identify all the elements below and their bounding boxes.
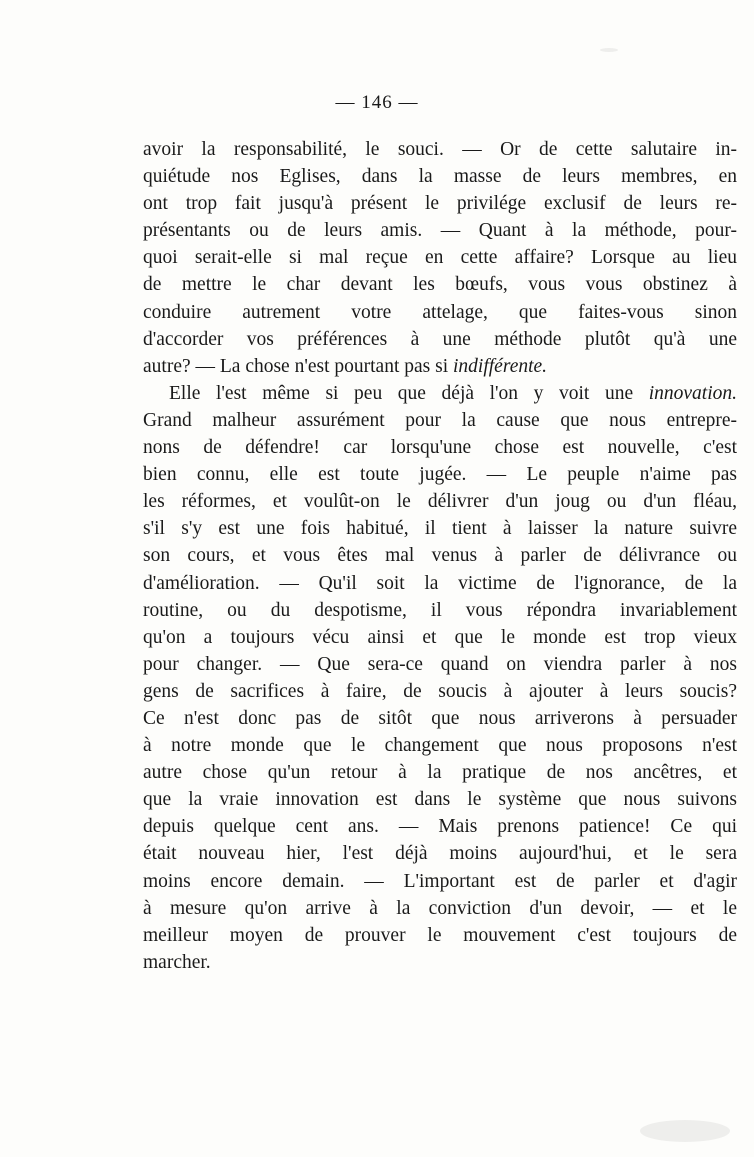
text-line [143, 190, 737, 217]
italic-text: innovation. [648, 382, 737, 404]
text-segment: gens de sacrifices à faire, de soucis à ajouter à leurs soucis? [143, 680, 737, 702]
text-line [143, 461, 737, 488]
text-line [143, 840, 737, 867]
text-segment: Elle l'est même si peu que déjà l'on y voit une [169, 382, 649, 404]
text-line [143, 136, 737, 163]
paper-blemish [600, 48, 618, 52]
text-segment: ont trop fait jusqu'à présent le privilége exclusif de leurs re- [143, 193, 737, 215]
text-line [143, 163, 737, 190]
text-segment: de mettre le char devant les bœufs, vous vous obstinez à [143, 274, 737, 296]
text-line [143, 299, 737, 326]
text-segment: conduire autrement votre attelage, que faites-vous sinon [143, 301, 737, 323]
text-line [143, 244, 737, 271]
text-line [143, 515, 737, 542]
text-segment: quiétude nos Eglises, dans la masse de leurs membres, en [143, 166, 737, 188]
text-line [143, 434, 737, 461]
text-line [143, 949, 737, 976]
text-line [143, 732, 737, 759]
text-line [143, 705, 737, 732]
text-segment: meilleur moyen de prouver le mouvement c'est toujours de [143, 924, 737, 946]
text-segment: quoi serait-elle si mal reçue en cette affaire? Lorsque au lieu [143, 247, 737, 269]
text-line [143, 786, 737, 813]
text-segment: qu'on a toujours vécu ainsi et que le monde est trop vieux [143, 626, 737, 648]
text-line [143, 380, 737, 407]
text-line [143, 922, 737, 949]
page-number: — 146 — [335, 92, 419, 113]
text-segment: autre? — La chose n'est pourtant pas si [143, 355, 454, 377]
text-segment: routine, ou du despotisme, il vous répondra invariablement [143, 599, 737, 621]
text-line [143, 759, 737, 786]
text-segment: Ce n'est donc pas de sitôt que nous arriverons à persuader [143, 707, 737, 729]
text-segment: les réformes, et voulût-on le délivrer d'un joug ou d'un fléau, [143, 491, 737, 513]
text-segment: nons de défendre! car lorsqu'une chose est nouvelle, c'est [143, 437, 737, 459]
text-line [143, 217, 737, 244]
text-segment: son cours, et vous êtes mal venus à parler de délivrance ou [143, 545, 737, 567]
text-line [143, 570, 737, 597]
text-segment: pour changer. — Que sera-ce quand on viendra parler à nos [143, 653, 737, 675]
text-segment: Grand malheur assurément pour la cause que nous entrepre- [143, 409, 737, 431]
text-line [143, 868, 737, 895]
text-line [143, 407, 737, 434]
text-line [143, 895, 737, 922]
text-segment: moins encore demain. — L'important est de parler et d'agir [143, 870, 737, 892]
text-line [143, 651, 737, 678]
text-segment: depuis quelque cent ans. — Mais prenons patience! Ce qui [143, 816, 737, 838]
text-segment: que la vraie innovation est dans le système que nous suivons [143, 789, 737, 811]
text-line [143, 353, 737, 380]
paper-blemish [640, 1120, 730, 1142]
body-text [143, 136, 737, 976]
text-line [143, 624, 737, 651]
text-line [143, 597, 737, 624]
text-line [143, 678, 737, 705]
text-line [143, 813, 737, 840]
italic-text: indifférente. [453, 355, 548, 377]
text-segment: à mesure qu'on arrive à la conviction d'un devoir, — et le [143, 897, 737, 919]
text-segment: s'il s'y est une fois habitué, il tient à laisser la nature suivre [143, 518, 737, 540]
text-line [143, 326, 737, 353]
text-segment: avoir la responsabilité, le souci. — Or de cette salutaire in- [143, 139, 737, 160]
text-segment: d'amélioration. — Qu'il soit la victime de l'ignorance, de la [143, 572, 737, 594]
text-segment: autre chose qu'un retour à la pratique de nos ancêtres, et [143, 762, 737, 784]
text-line [143, 271, 737, 298]
text-segment: marcher. [143, 951, 211, 973]
text-segment: d'accorder vos préférences à une méthode plutôt qu'à une [143, 328, 737, 350]
text-line [143, 542, 737, 569]
text-line [143, 488, 737, 515]
text-segment: à notre monde que le changement que nous proposons n'est [143, 735, 737, 757]
text-segment: présentants ou de leurs amis. — Quant à la méthode, pour- [143, 220, 737, 242]
text-segment: bien connu, elle est toute jugée. — Le peuple n'aime pas [143, 464, 737, 486]
text-segment: était nouveau hier, l'est déjà moins aujourd'hui, et le sera [143, 843, 737, 865]
